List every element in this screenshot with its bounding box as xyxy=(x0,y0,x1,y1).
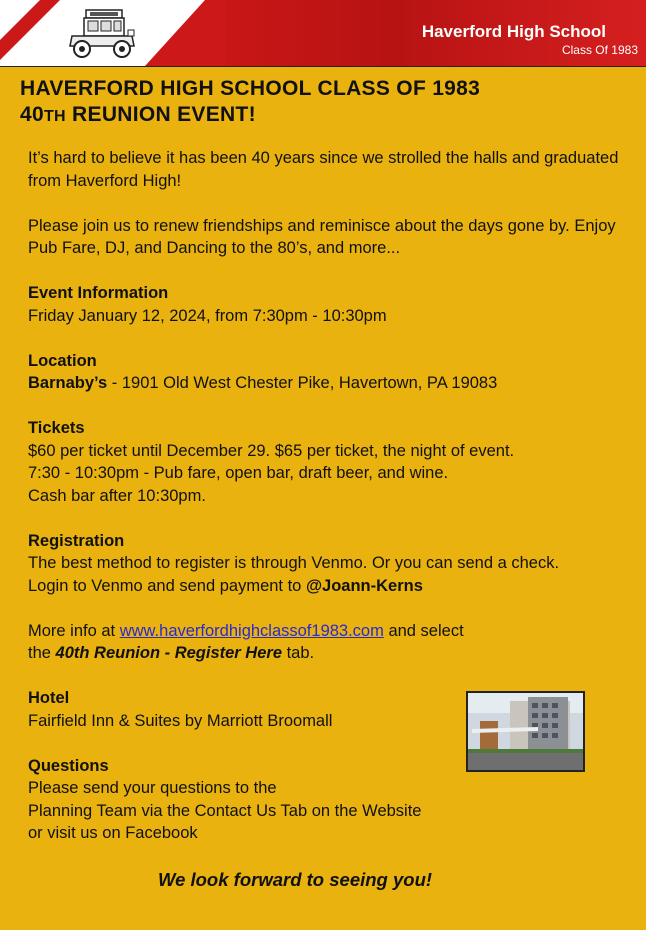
event-info-section xyxy=(28,282,640,327)
tickets-section xyxy=(28,417,640,507)
title-number: 40 xyxy=(20,103,44,126)
event-info-text: Friday January 12, 2024, from 7:30pm - 10:30pm xyxy=(28,306,387,325)
title-line-2 xyxy=(20,102,480,130)
questions-heading: Questions xyxy=(28,756,109,775)
registration-heading: Registration xyxy=(28,531,125,550)
vintage-car-icon xyxy=(66,6,140,60)
venmo-handle: @Joann-Kerns xyxy=(305,576,423,595)
tickets-line-3: Cash bar after 10:30pm. xyxy=(28,486,206,505)
closing-message: We look forward to seeing you! xyxy=(157,869,433,890)
more-info-section xyxy=(28,620,640,665)
questions-line-1: Please send your questions to the xyxy=(28,779,277,797)
questions-line-2: Planning Team via the Contact Us Tab on the Website xyxy=(28,801,422,820)
intro-paragraph-1: It’s hard to believe it has been 40 years since we strolled the halls and graduated from Haverford High! xyxy=(28,149,619,190)
class-of-label: Class Of 1983 xyxy=(561,43,638,57)
title-line-1: HAVERFORD HIGH SCHOOL CLASS OF 1983 xyxy=(20,77,481,100)
tickets-line-1: $60 per ticket until December 29. $65 per ticket, the night of event. xyxy=(28,441,515,460)
registration-line-1: The best method to register is through Venmo. Or you can send a check. xyxy=(28,554,560,572)
tickets-line-2: 7:30 - 10:30pm - Pub fare, open bar, draft beer, and wine. xyxy=(28,464,449,482)
hotel-name: Fairfield Inn & Suites by Marriott Broomall xyxy=(28,711,333,730)
more-info-prefix: More info at xyxy=(28,621,120,640)
registration-line-2: Login to Venmo and send payment to xyxy=(28,576,306,595)
more-info-middle: and select xyxy=(383,621,464,640)
intro-paragraph-2: Please join us to renew friendships and reminisce about the days gone by. Enjoy Pub Fare, DJ, and Dancing to the 80’s, and more... xyxy=(28,216,616,257)
more-info-line2-prefix: the xyxy=(28,644,56,662)
registration-section xyxy=(28,530,640,598)
venue-address: - 1901 Old West Chester Pike, Havertown, PA 19083 xyxy=(107,374,498,392)
title-rest: REUNION EVENT! xyxy=(65,103,256,126)
hotel-photo xyxy=(466,691,585,772)
questions-line-3: or visit us on Facebook xyxy=(28,824,198,842)
tickets-heading: Tickets xyxy=(28,419,85,437)
title-ordinal: TH xyxy=(43,108,66,125)
register-tab-name: 40th Reunion - Register Here xyxy=(55,644,282,662)
school-name: Haverford High School xyxy=(421,22,606,41)
event-info-heading: Event Information xyxy=(28,284,169,302)
more-info-suffix: tab. xyxy=(282,644,315,662)
website-link[interactable]: www.haverfordhighclassof1983.com xyxy=(119,621,384,640)
location-heading: Location xyxy=(28,351,97,370)
page-title xyxy=(20,76,480,130)
header-banner xyxy=(0,0,646,67)
hotel-heading: Hotel xyxy=(28,689,70,707)
venue-name: Barnaby’s xyxy=(28,374,108,392)
location-section xyxy=(28,350,640,395)
